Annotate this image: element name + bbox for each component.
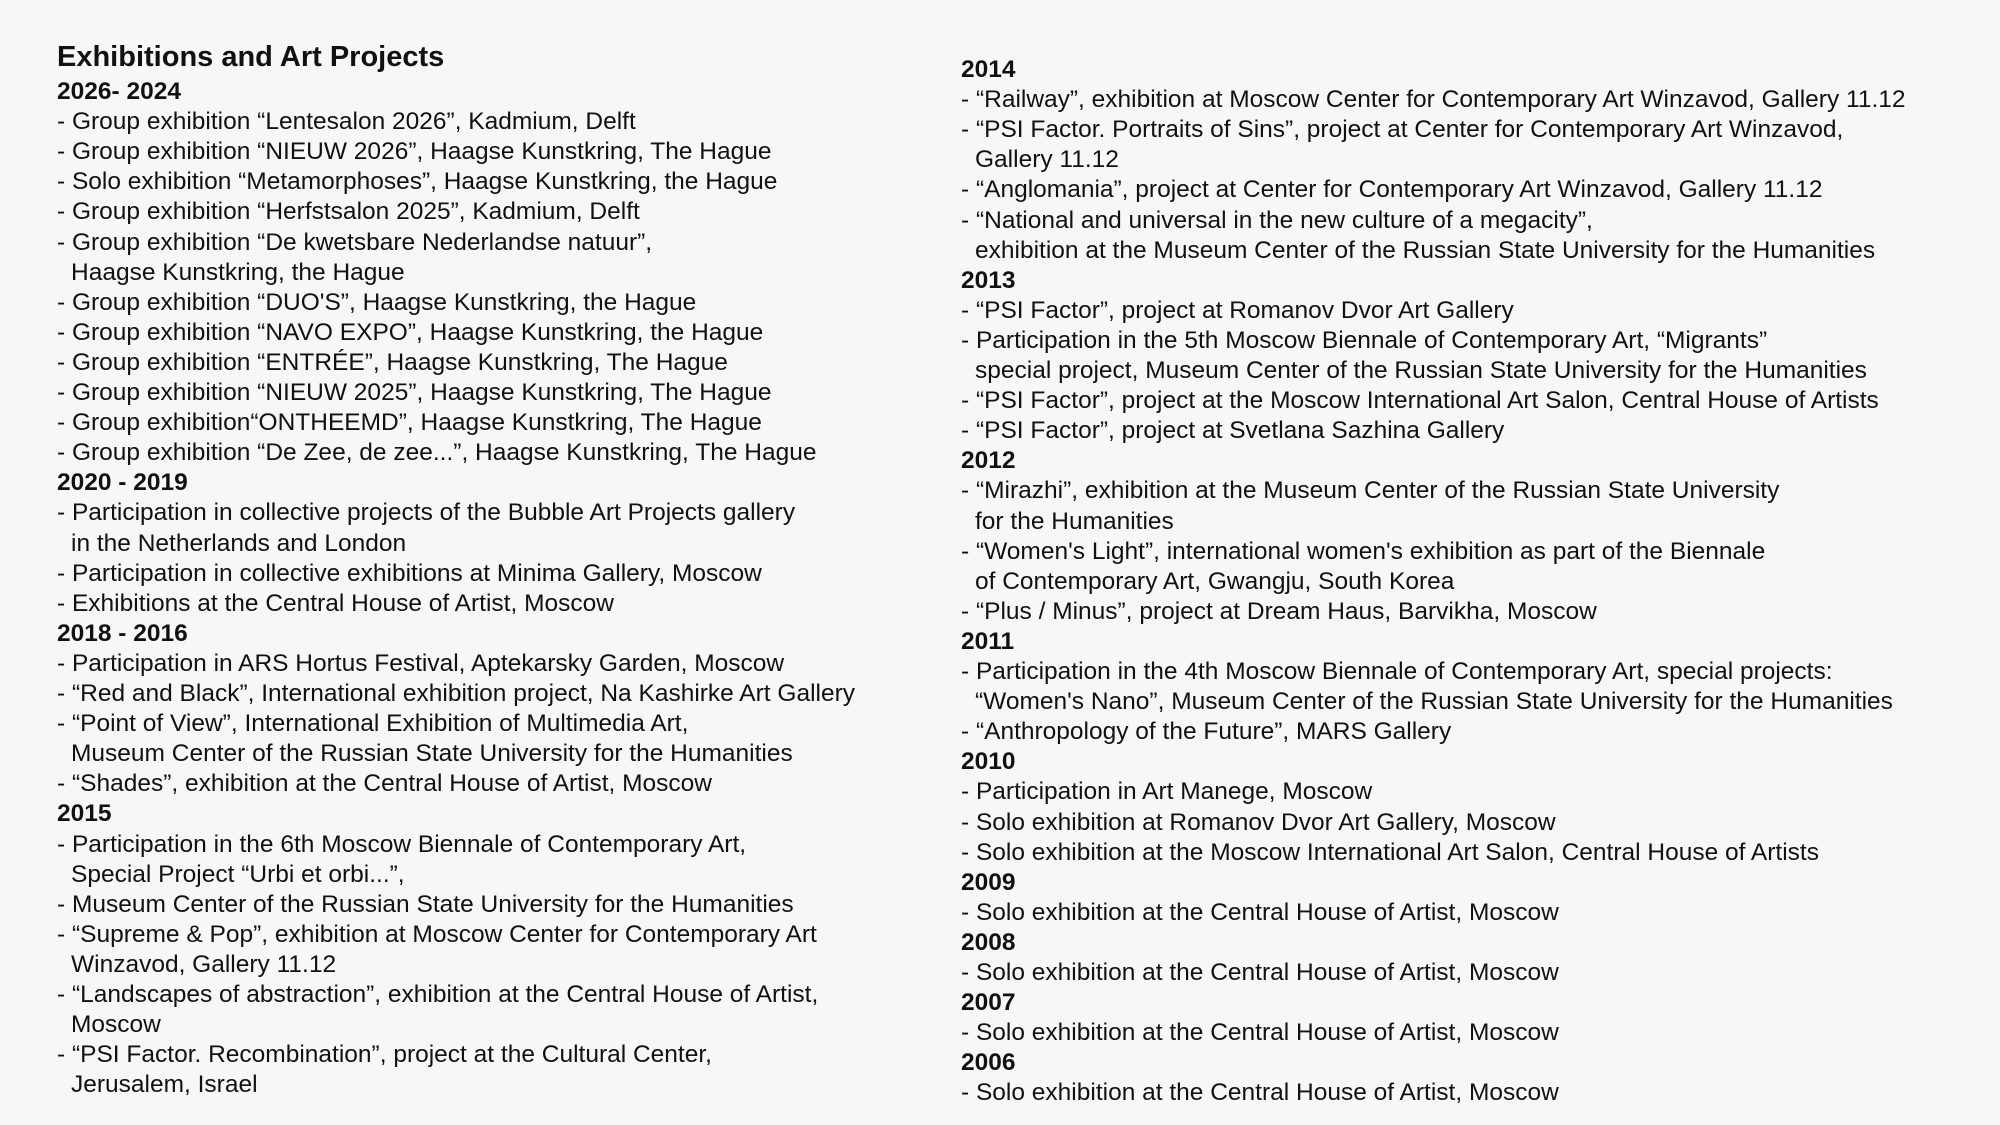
entry-continuation: of Contemporary Art, Gwangju, South Korea [975,567,1455,595]
exhibition-entry: - Participation in the 6th Moscow Biennale of Contemporary Art, [57,830,747,858]
entry-continuation: special project, Museum Center of the Russian State University for the Humanities [975,357,1867,384]
year-heading: 2010 [961,748,1016,776]
exhibition-entry: - Group exhibition “De Zee, de zee...”, Haagse Kunstkring, The Hague [57,439,817,467]
entry-continuation: Haagse Kunstkring, the Hague [71,258,405,286]
exhibition-entry: - “Landscapes of abstraction”, exhibition at the Central House of Artist, [57,981,819,1008]
exhibition-entry: - Group exhibition “DUO'S”, Haagse Kunstkring, the Hague [57,288,697,316]
exhibition-entry: - “Shades”, exhibition at the Central House of Artist, Moscow [57,770,712,798]
exhibition-entry: - “PSI Factor”, project at Svetlana Sazhina Gallery [961,417,1505,445]
entry-continuation: Gallery 11.12 [975,146,1119,174]
exhibition-entry: - Participation in collective exhibitions at Minima Gallery, Moscow [57,559,762,587]
exhibition-entry: - Solo exhibition at Romanov Dvor Art Gallery, Moscow [961,808,1556,836]
entry-continuation: exhibition at the Museum Center of the Russian State University for the Humanities [975,236,1876,264]
year-heading: 2006 [961,1049,1016,1077]
exhibition-entry: - “PSI Factor”, project at Romanov Dvor Art Gallery [961,296,1514,324]
exhibition-entry: - Solo exhibition at the Central House of Artist, Moscow [961,898,1559,926]
exhibition-entry: - Solo exhibition “Metamorphoses”, Haagse Kunstkring, the Hague [57,168,778,196]
entry-continuation: in the Netherlands and London [71,529,407,557]
exhibition-entry: - Participation in the 5th Moscow Biennale of Contemporary Art, “Migrants” [961,326,1768,354]
exhibition-entry: - “National and universal in the new culture of a megacity”, [961,206,1593,234]
exhibition-entry: - Participation in collective projects of the Bubble Art Projects gallery [57,499,796,527]
entry-continuation: Museum Center of the Russian State University for the Humanities [71,740,793,768]
entry-continuation: Special Project “Urbi et orbi...”, [71,860,405,888]
exhibition-entry: - Solo exhibition at the Central House of Artist, Moscow [961,1019,1559,1047]
exhibition-entry: - “Railway”, exhibition at Moscow Center for Contemporary Art Winzavod, Gallery 11.12 [961,86,1906,114]
exhibition-entry: - Participation in the 4th Moscow Biennale of Contemporary Art, special projects: [961,658,1833,685]
year-heading: 2009 [961,868,1016,896]
exhibition-entry: - “Anthropology of the Future”, MARS Gallery [961,718,1452,746]
exhibition-entry: - Solo exhibition at the Moscow International Art Salon, Central House of Artists [961,838,1819,866]
exhibition-entry: - “Anglomania”, project at Center for Contemporary Art Winzavod, Gallery 11.12 [961,176,1823,204]
exhibition-entry: - Group exhibition “NAVO EXPO”, Haagse Kunstkring, the Hague [57,318,764,346]
exhibition-entry: - “PSI Factor. Recombination”, project at the Cultural Center, [57,1041,712,1069]
entry-continuation: for the Humanities [975,507,1174,535]
year-heading: 2018 - 2016 [57,619,188,647]
entry-continuation: Jerusalem, Israel [71,1071,258,1099]
exhibition-entry: - “PSI Factor. Portraits of Sins”, project at Center for Contemporary Art Winzavod, [961,116,1844,144]
exhibition-entry: - “PSI Factor”, project at the Moscow International Art Salon, Central House of Artists [961,387,1879,415]
exhibition-entry: - Museum Center of the Russian State University for the Humanities [57,890,794,918]
year-heading: 2015 [57,800,112,828]
exhibition-entry: - Group exhibition “ENTRÉE”, Haagse Kunstkring, The Hague [57,348,728,376]
year-heading: 2026- 2024 [57,78,181,105]
exhibition-entry: - “Red and Black”, International exhibition project, Na Kashirke Art Gallery [57,680,855,707]
exhibition-entry: - Group exhibition “De kwetsbare Nederlandse natuur”, [57,228,653,256]
year-heading: 2007 [961,989,1016,1017]
exhibition-entry: - Group exhibition “NIEUW 2026”, Haagse Kunstkring, The Hague [57,138,772,166]
exhibition-entry: - “Women's Light”, international women's exhibition as part of the Biennale [961,537,1766,565]
year-heading: 2013 [961,266,1016,294]
exhibition-entry: - Group exhibition “Lentesalon 2026”, Kadmium, Delft [57,108,636,136]
entry-continuation: Winzavod, Gallery 11.12 [71,950,337,978]
exhibition-entry: - Exhibitions at the Central House of Artist, Moscow [57,589,614,617]
year-heading: 2012 [961,447,1016,475]
exhibition-entry: - “Mirazhi”, exhibition at the Museum Center of the Russian State University [961,477,1780,505]
exhibition-entry: - Solo exhibition at the Central House of Artist, Moscow [961,959,1559,986]
year-heading: 2011 [961,627,1015,655]
exhibition-entry: - Solo exhibition at the Central House of Artist, Moscow [961,1079,1559,1107]
year-heading: 2008 [961,928,1016,956]
exhibition-entry: - “Plus / Minus”, project at Dream Haus, Barvikha, Moscow [961,597,1597,625]
year-heading: 2014 [961,56,1016,83]
entry-continuation: “Women's Nano”, Museum Center of the Russian State University for the Humanities [975,688,1893,716]
exhibition-entry: - Group exhibition “Herfstsalon 2025”, Kadmium, Delft [57,198,640,226]
exhibition-entry: - “Point of View”, International Exhibition of Multimedia Art, [57,710,689,738]
exhibition-entry: - “Supreme & Pop”, exhibition at Moscow Center for Contemporary Art [57,920,817,948]
year-heading: 2020 - 2019 [57,469,188,497]
exhibition-entry: - Group exhibition“ONTHEEMD”, Haagse Kunstkring, The Hague [57,409,762,437]
entry-continuation: Moscow [71,1011,161,1039]
page-title: Exhibitions and Art Projects [57,41,445,73]
exhibition-entry: - Participation in ARS Hortus Festival, Aptekarsky Garden, Moscow [57,649,785,677]
exhibition-entry: - Participation in Art Manege, Moscow [961,778,1373,806]
exhibition-entry: - Group exhibition “NIEUW 2025”, Haagse Kunstkring, The Hague [57,379,772,406]
